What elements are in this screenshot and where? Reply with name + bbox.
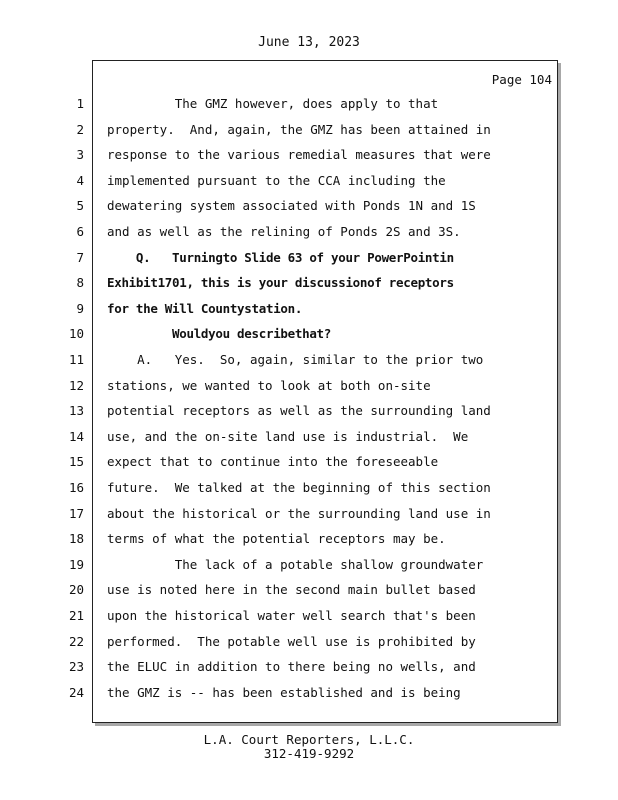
transcript-line: upon the historical water well search that's been — [107, 608, 476, 623]
line-number: 17 — [68, 506, 84, 521]
transcript-line: for the Will Countystation. — [107, 301, 303, 316]
line-number: 6 — [76, 224, 84, 239]
line-number: 22 — [68, 634, 84, 649]
transcript-line: The GMZ however, does apply to that — [107, 96, 439, 111]
line-number: 8 — [76, 275, 84, 290]
line-number: 19 — [68, 557, 84, 572]
line-number: 12 — [68, 378, 84, 393]
line-number: 16 — [68, 480, 84, 495]
line-number: 24 — [68, 685, 84, 700]
transcript-line: and as well as the relining of Ponds 2S and 3S. — [107, 224, 461, 239]
line-number: 15 — [68, 454, 84, 469]
reporter-company: L.A. Court Reporters, L.L.C. — [203, 732, 415, 747]
transcript-line: potential receptors as well as the surrounding land — [107, 403, 491, 418]
line-number: 21 — [68, 608, 84, 623]
line-number: 18 — [68, 531, 84, 546]
line-number: 11 — [68, 352, 84, 367]
transcript-line: stations, we wanted to look at both on-site — [107, 378, 431, 393]
transcript-line: Q. Turningto Slide 63 of your PowerPointin — [107, 250, 454, 265]
transcript-line: the ELUC in addition to there being no wells, and — [107, 659, 476, 674]
line-number: 14 — [68, 429, 84, 444]
transcript-line: property. And, again, the GMZ has been attained in — [107, 122, 491, 137]
transcript-line: terms of what the potential receptors may be. — [107, 531, 446, 546]
footer — [0, 733, 618, 761]
transcript-line: about the historical or the surrounding land use in — [107, 506, 491, 521]
line-number: 4 — [76, 173, 84, 188]
line-number: 3 — [76, 147, 84, 162]
transcript-line: expect that to continue into the foreseeable — [107, 454, 439, 469]
transcript-line: A. Yes. So, again, similar to the prior two — [107, 352, 484, 367]
transcript-line: future. We talked at the beginning of this section — [107, 480, 491, 495]
line-number: 5 — [76, 198, 84, 213]
line-number: 2 — [76, 122, 84, 137]
line-number: 13 — [68, 403, 84, 418]
transcript-line: The lack of a potable shallow groundwater — [107, 557, 484, 572]
line-number: 20 — [68, 582, 84, 597]
transcript-line: Exhibit1701, this is your discussionof receptors — [107, 275, 454, 290]
transcript-line: response to the various remedial measures that were — [107, 147, 491, 162]
line-number: 7 — [76, 250, 84, 265]
transcript-date: June 13, 2023 — [258, 35, 360, 50]
transcript-line: use, and the on-site land use is industrial. We — [107, 429, 469, 444]
transcript-line: Wouldyou describethat? — [107, 326, 331, 341]
reporter-phone: 312-419-9292 — [263, 746, 355, 761]
page-number: Page 104 — [491, 72, 552, 87]
line-number: 10 — [68, 326, 84, 341]
transcript-line: the GMZ is -- has been established and is being — [107, 685, 461, 700]
transcript-line: use is noted here in the second main bullet based — [107, 582, 476, 597]
line-number: 1 — [76, 96, 84, 111]
transcript-line: implemented pursuant to the CCA including the — [107, 173, 446, 188]
transcript-line: performed. The potable well use is prohibited by — [107, 634, 476, 649]
line-number: 23 — [68, 659, 84, 674]
line-number: 9 — [76, 301, 84, 316]
transcript-line: dewatering system associated with Ponds 1N and 1S — [107, 198, 476, 213]
